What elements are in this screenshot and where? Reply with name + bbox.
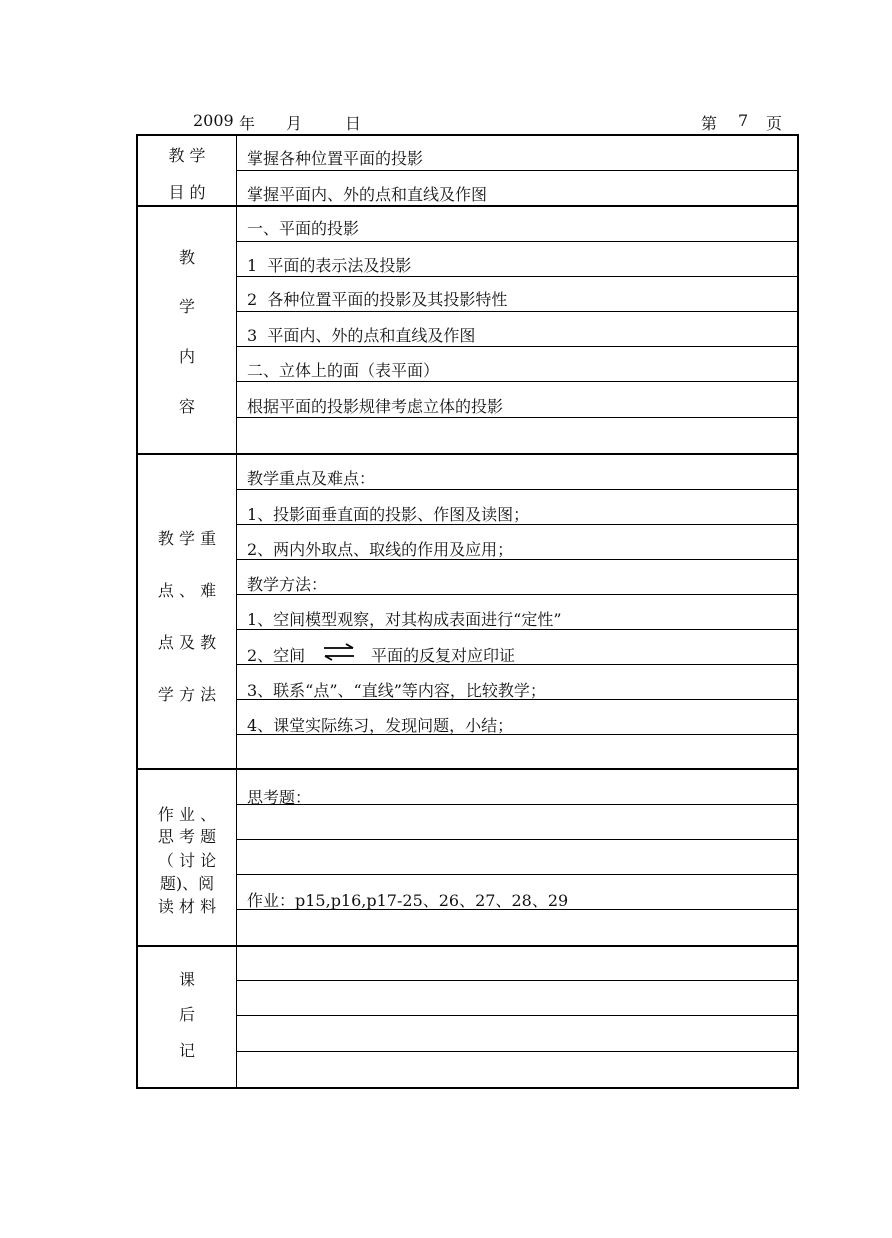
methods-row-1: 教学重点及难点： <box>247 469 376 488</box>
homework-row-assignment: 作业：p15,p16,p17-25、26、27、28、29 <box>247 891 569 910</box>
methods-row-7: 3、联系“点”、“直线”等内容，比较教学； <box>247 681 546 700</box>
objectives-row-2: 掌握平面内、外的点和直线及作图 <box>247 185 488 204</box>
homework-label-line-3: （ 讨 论 <box>157 851 217 870</box>
header-day-unit: 日 <box>345 114 362 133</box>
methods-row-5: 1、空间模型观察，对其构成表面进行“定性” <box>247 610 562 629</box>
methods-label-line-4: 学 方 法 <box>157 685 217 704</box>
methods-row-3: 2、两内外取点、取线的作用及应用； <box>247 540 514 559</box>
content-label-line-4: 容 <box>178 397 195 416</box>
methods-row-6-suffix: 平面的反复对应印证 <box>371 646 516 665</box>
content-row-3: 2 各种位置平面的投影及其投影特性 <box>247 290 508 309</box>
methods-row-8: 4、课堂实际练习，发现问题，小结； <box>247 716 514 735</box>
content-label-line-1: 教 <box>178 248 195 267</box>
methods-label-line-1: 教 学 重 <box>157 529 217 548</box>
content-row-4: 3 平面内、外的点和直线及作图 <box>247 326 476 345</box>
homework-label-line-4: 题)、阅 <box>159 874 215 893</box>
bidirectional-arrow-icon <box>322 643 356 661</box>
homework-label-line-1: 作 业 、 <box>157 805 217 824</box>
content-row-2: 1 平面的表示法及投影 <box>247 256 412 275</box>
content-label-line-3: 内 <box>178 347 195 366</box>
notes-label-line-1: 课 <box>178 970 195 989</box>
content-row-6: 根据平面的投影规律考虑立体的投影 <box>247 397 504 416</box>
objectives-label-line-2: 目 的 <box>168 183 206 202</box>
content-row-5: 二、立体上的面（表平面） <box>247 361 440 380</box>
header-page-prefix: 第 <box>701 114 718 133</box>
objectives-row-1: 掌握各种位置平面的投影 <box>247 149 424 168</box>
header-month-unit: 月 <box>286 114 303 133</box>
homework-label-line-5: 读 材 料 <box>157 897 217 916</box>
homework-row-thinking: 思考题： <box>247 788 312 807</box>
methods-row-4: 教学方法： <box>247 575 328 594</box>
header-page-number: 7 <box>738 111 749 130</box>
objectives-label-line-1: 教 学 <box>168 146 206 165</box>
homework-label-line-2: 思 考 题 <box>157 827 217 846</box>
header-page-suffix: 页 <box>766 114 783 133</box>
content-label-line-2: 学 <box>178 297 195 316</box>
header-year-unit: 年 <box>239 114 256 133</box>
methods-label-line-3: 点 及 教 <box>157 633 217 652</box>
header-year: 2009 <box>193 111 234 130</box>
methods-row-2: 1、投影面垂直面的投影、作图及读图； <box>247 505 530 524</box>
notes-label-line-2: 后 <box>178 1005 195 1024</box>
notes-label-line-3: 记 <box>178 1041 195 1060</box>
methods-row-6-prefix: 2、空间 <box>247 646 306 665</box>
content-row-1: 一、平面的投影 <box>247 219 360 238</box>
methods-label-line-2: 点 、 难 <box>157 581 217 600</box>
